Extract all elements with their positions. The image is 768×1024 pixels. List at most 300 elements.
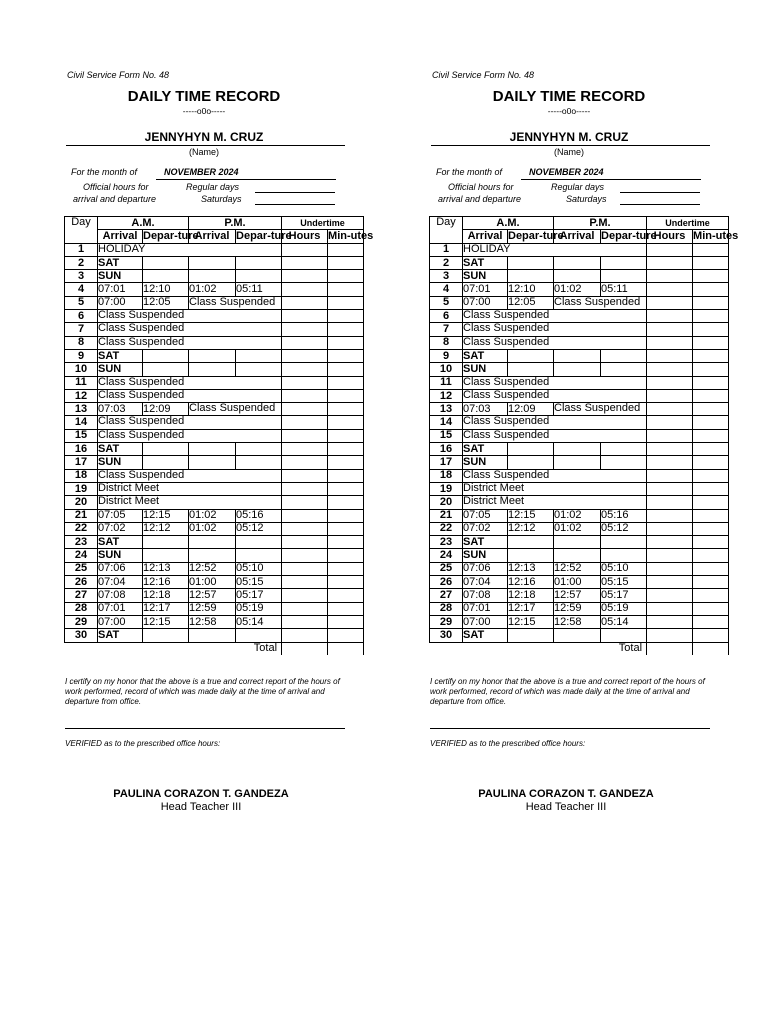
header-pm: P.M. [189,217,282,230]
undertime-minutes-cell [328,270,364,283]
total-label: Total [65,642,282,655]
undertime-minutes-cell [328,243,364,256]
day-number: 4 [65,283,98,296]
undertime-minutes-cell [693,310,729,323]
table-row [430,602,729,615]
am-departure-cell: 12:12 [508,522,554,535]
undertime-minutes-cell [328,482,364,495]
weekend-label: SUN [98,270,143,283]
am-departure-cell: 12:18 [508,589,554,602]
pm-arrival-cell [554,256,601,269]
undertime-minutes-cell [328,509,364,522]
table-row [65,416,364,429]
day-note: Class Suspended [463,376,647,389]
am-arrival-cell: 07:00 [463,615,508,628]
day-number: 8 [65,336,98,349]
table-row [65,482,364,495]
am-departure-cell [143,349,189,362]
pm-arrival-cell: 12:52 [189,562,236,575]
pm-note: Class Suspended [189,403,282,416]
pm-departure-cell [601,270,647,283]
am-departure-cell: 12:17 [508,602,554,615]
day-number: 24 [430,549,463,562]
pm-arrival-cell [554,349,601,362]
am-departure-cell: 12:15 [143,615,189,628]
pm-arrival-cell [189,536,236,549]
pm-departure-cell: 05:15 [236,576,282,589]
form-title: DAILY TIME RECORD [492,88,646,105]
day-number: 6 [65,310,98,323]
day-number: 20 [65,496,98,509]
am-departure-cell: 12:12 [143,522,189,535]
undertime-minutes-cell [328,589,364,602]
regular-days-line [620,192,700,193]
weekend-label: SUN [98,363,143,376]
pm-arrival-cell: 01:02 [554,522,601,535]
undertime-minutes-cell [328,496,364,509]
undertime-hours-cell [647,389,693,402]
title-ornament: -----o0o----- [182,106,226,116]
day-number: 19 [430,482,463,495]
am-departure-cell [143,549,189,562]
undertime-hours-cell [282,389,328,402]
am-departure-cell: 12:15 [143,509,189,522]
am-departure-cell: 12:05 [143,296,189,309]
official-hours-label-2: arrival and departure [73,194,157,204]
pm-departure-cell: 05:11 [236,283,282,296]
day-number: 14 [430,416,463,429]
am-departure-cell [143,456,189,469]
table-row [430,243,729,256]
undertime-hours-cell [282,429,328,442]
am-arrival-cell: 07:05 [463,509,508,522]
undertime-hours-cell [647,349,693,362]
pm-arrival-cell: 01:02 [189,509,236,522]
undertime-minutes-cell [693,363,729,376]
undertime-hours-cell [282,469,328,482]
header-am: A.M. [463,217,554,230]
undertime-hours-cell [647,536,693,549]
pm-departure-cell: 05:16 [601,509,647,522]
undertime-minutes-cell [328,549,364,562]
pm-arrival-cell [189,256,236,269]
table-row [430,496,729,509]
day-number: 30 [65,629,98,642]
am-departure-cell: 12:09 [143,403,189,416]
undertime-minutes-cell [693,243,729,256]
pm-departure-cell: 05:17 [236,589,282,602]
pm-departure-cell: 05:16 [236,509,282,522]
pm-arrival-cell: 01:02 [554,283,601,296]
am-departure-cell: 12:15 [508,509,554,522]
day-number: 5 [65,296,98,309]
pm-arrival-cell: 12:59 [554,602,601,615]
pm-arrival-cell [554,549,601,562]
header-row-groups [65,217,364,230]
day-number: 21 [430,509,463,522]
table-row [430,416,729,429]
pm-arrival-cell: 12:57 [189,589,236,602]
month-value: NOVEMBER 2024 [164,167,239,177]
table-row [430,376,729,389]
am-arrival-cell: 07:02 [463,522,508,535]
undertime-hours-cell [282,296,328,309]
table-row [430,283,729,296]
head-teacher-position: Head Teacher III [160,801,242,813]
day-number: 2 [430,256,463,269]
undertime-hours-cell [282,482,328,495]
signature-line [65,728,345,729]
official-hours-label-2: arrival and departure [438,194,522,204]
form-number: Civil Service Form No. 48 [432,70,535,80]
undertime-minutes-cell [693,496,729,509]
undertime-hours-cell [647,310,693,323]
am-departure-cell [508,456,554,469]
header-pm-departure: Depar-ture [601,229,657,242]
day-number: 11 [430,376,463,389]
day-number: 27 [65,589,98,602]
undertime-minutes-cell [328,416,364,429]
day-number: 9 [65,349,98,362]
undertime-minutes-cell [328,443,364,456]
pm-arrival-cell [189,456,236,469]
undertime-minutes-cell [693,549,729,562]
weekend-label: SUN [98,549,143,562]
pm-arrival-cell [554,443,601,456]
table-row [65,256,364,269]
table-row [430,363,729,376]
day-number: 27 [430,589,463,602]
pm-note: Class Suspended [554,403,647,416]
header-hours: Hours [647,230,693,243]
undertime-hours-cell [647,562,693,575]
undertime-hours-cell [647,336,693,349]
undertime-hours-cell [282,416,328,429]
am-departure-cell [143,536,189,549]
am-arrival-cell: 07:00 [98,296,143,309]
weekend-label: SAT [463,629,508,642]
undertime-minutes-cell [693,429,729,442]
am-arrival-cell: 07:06 [98,562,143,575]
undertime-minutes-cell [693,403,729,416]
undertime-hours-cell [282,522,328,535]
header-minutes: Min-utes [328,229,374,242]
head-teacher-name: PAULINA CORAZON T. GANDEZA [478,788,654,800]
day-note: Class Suspended [463,323,647,336]
day-note: District Meet [463,496,647,509]
day-number: 21 [65,509,98,522]
undertime-minutes-cell [693,562,729,575]
day-note: Class Suspended [98,336,282,349]
am-arrival-cell: 07:03 [463,403,508,416]
day-number: 18 [65,469,98,482]
undertime-hours-cell [282,256,328,269]
verified-text: VERIFIED as to the prescribed office hours: [65,739,221,748]
weekend-label: SUN [463,456,508,469]
pm-arrival-cell: 01:02 [189,522,236,535]
month-underline [156,179,336,180]
table-row [65,296,364,309]
pm-note: Class Suspended [189,296,282,309]
weekend-label: SAT [98,629,143,642]
table-row [65,509,364,522]
undertime-minutes-cell [328,296,364,309]
undertime-minutes-cell [693,270,729,283]
header-pm-arrival: Arrival [554,230,601,243]
am-departure-cell [508,363,554,376]
undertime-minutes-cell [328,389,364,402]
day-number: 19 [65,482,98,495]
table-row [430,562,729,575]
am-departure-cell [143,363,189,376]
day-note: Class Suspended [463,389,647,402]
total-label: Total [430,642,647,655]
day-number: 3 [430,270,463,283]
undertime-hours-cell [647,403,693,416]
am-departure-cell [143,443,189,456]
pm-arrival-cell: 01:02 [554,509,601,522]
undertime-hours-cell [282,629,328,642]
day-note: Class Suspended [463,416,647,429]
undertime-hours-cell [282,270,328,283]
am-departure-cell: 12:16 [143,576,189,589]
undertime-hours-cell [282,363,328,376]
day-number: 28 [430,602,463,615]
weekend-label: SAT [463,443,508,456]
am-arrival-cell: 07:08 [463,589,508,602]
am-departure-cell [508,349,554,362]
undertime-minutes-cell [328,469,364,482]
day-number: 4 [430,283,463,296]
undertime-hours-cell [282,615,328,628]
weekend-label: SAT [463,349,508,362]
day-number: 9 [430,349,463,362]
undertime-hours-cell [282,336,328,349]
undertime-minutes-cell [328,562,364,575]
day-note: Class Suspended [463,310,647,323]
table-row [430,522,729,535]
am-departure-cell [508,536,554,549]
day-number: 8 [430,336,463,349]
month-label: For the month of [436,167,503,177]
weekend-label: SAT [98,256,143,269]
pm-arrival-cell [554,270,601,283]
undertime-hours-cell [282,549,328,562]
am-departure-cell: 12:17 [143,602,189,615]
undertime-hours-cell [647,602,693,615]
pm-departure-cell [236,270,282,283]
am-arrival-cell: 07:01 [98,602,143,615]
table-row [65,629,364,642]
day-note: Class Suspended [463,469,647,482]
table-row [430,389,729,402]
undertime-hours-cell [282,403,328,416]
day-number: 26 [65,576,98,589]
day-number: 22 [430,522,463,535]
undertime-minutes-cell [328,576,364,589]
am-arrival-cell: 07:08 [98,589,143,602]
table-row [65,576,364,589]
header-am-departure: Depar-ture [508,229,564,242]
undertime-hours-cell [282,509,328,522]
table-row [65,589,364,602]
undertime-minutes-cell [328,323,364,336]
saturdays-line [620,204,700,205]
undertime-hours-cell [647,256,693,269]
undertime-minutes-cell [693,296,729,309]
day-number: 12 [65,389,98,402]
undertime-hours-cell [647,576,693,589]
am-arrival-cell: 07:02 [98,522,143,535]
undertime-minutes-cell [693,629,729,642]
employee-name: JENNYHYN M. CRUZ [144,130,264,144]
table-row [430,270,729,283]
table-row [430,549,729,562]
pm-arrival-cell: 12:52 [554,562,601,575]
undertime-hours-cell [282,283,328,296]
header-am: A.M. [98,217,189,230]
table-row [430,615,729,628]
undertime-minutes-cell [693,349,729,362]
undertime-hours-cell [647,629,693,642]
total-row [65,642,364,655]
table-row [65,243,364,256]
undertime-minutes-cell [693,456,729,469]
table-row [65,363,364,376]
header-minutes: Min-utes [693,229,739,242]
table-row [65,283,364,296]
undertime-minutes-cell [328,536,364,549]
day-number: 5 [430,296,463,309]
am-departure-cell [143,256,189,269]
day-note: District Meet [98,482,282,495]
undertime-minutes-cell [328,256,364,269]
pm-arrival-cell: 12:59 [189,602,236,615]
table-row [430,349,729,362]
table-row [430,336,729,349]
pm-arrival-cell: 01:00 [189,576,236,589]
undertime-minutes-cell [693,283,729,296]
pm-arrival-cell: 12:57 [554,589,601,602]
undertime-minutes-cell [328,629,364,642]
pm-arrival-cell [554,536,601,549]
table-row [65,429,364,442]
header-row-columns [430,230,729,243]
am-departure-cell: 12:10 [508,283,554,296]
weekend-label: SUN [98,456,143,469]
name-caption: (Name) [188,147,219,157]
pm-arrival-cell: 12:58 [189,615,236,628]
undertime-minutes-cell [693,482,729,495]
am-departure-cell: 12:13 [508,562,554,575]
weekend-label: SAT [98,443,143,456]
day-note: Class Suspended [98,416,282,429]
form-title: DAILY TIME RECORD [127,88,281,105]
pm-departure-cell: 05:12 [601,522,647,535]
pm-departure-cell [236,256,282,269]
day-note: Class Suspended [98,376,282,389]
header-undertime: Undertime [282,217,364,230]
am-departure-cell [143,629,189,642]
day-number: 11 [65,376,98,389]
pm-arrival-cell [189,349,236,362]
official-hours-label-1: Official hours for [83,182,149,192]
pm-arrival-cell: 12:58 [554,615,601,628]
pm-arrival-cell [554,456,601,469]
table-row [65,270,364,283]
weekend-label: SAT [98,349,143,362]
saturdays-line [255,204,335,205]
pm-departure-cell [601,363,647,376]
weekend-label: SAT [98,536,143,549]
header-am-arrival: Arrival [463,230,508,243]
pm-departure-cell: 05:14 [236,615,282,628]
day-number: 26 [430,576,463,589]
table-row [65,403,364,416]
saturdays-label: Saturdays [201,194,242,204]
am-departure-cell [508,270,554,283]
day-number: 24 [65,549,98,562]
day-number: 10 [430,363,463,376]
weekend-label: SUN [463,270,508,283]
table-row [65,469,364,482]
header-pm-arrival: Arrival [189,230,236,243]
pm-departure-cell [601,549,647,562]
undertime-minutes-cell [693,576,729,589]
day-number: 12 [430,389,463,402]
am-arrival-cell: 07:05 [98,509,143,522]
am-departure-cell: 12:09 [508,403,554,416]
head-teacher-name: PAULINA CORAZON T. GANDEZA [113,788,289,800]
am-arrival-cell: 07:04 [98,576,143,589]
undertime-hours-cell [647,416,693,429]
day-number: 29 [430,615,463,628]
weekend-label: SUN [463,549,508,562]
pm-departure-cell [601,349,647,362]
undertime-minutes-cell [328,456,364,469]
table-row [65,443,364,456]
undertime-minutes-cell [328,363,364,376]
undertime-minutes-cell [693,443,729,456]
am-departure-cell: 12:15 [508,615,554,628]
undertime-hours-cell [282,589,328,602]
undertime-hours-cell [647,270,693,283]
pm-departure-cell: 05:14 [601,615,647,628]
table-row [65,562,364,575]
pm-departure-cell: 05:10 [236,562,282,575]
undertime-hours-cell [282,243,328,256]
day-number: 15 [65,429,98,442]
undertime-hours-cell [282,323,328,336]
pm-departure-cell [236,536,282,549]
day-number: 29 [65,615,98,628]
pm-departure-cell [601,456,647,469]
day-number: 15 [430,429,463,442]
total-hours-cell [647,642,693,655]
day-number: 17 [65,456,98,469]
day-note: Class Suspended [98,469,282,482]
day-number: 25 [65,562,98,575]
pm-departure-cell [236,629,282,642]
official-hours-label-1: Official hours for [448,182,514,192]
pm-arrival-cell [189,629,236,642]
undertime-hours-cell [647,296,693,309]
undertime-hours-cell [647,323,693,336]
form-number: Civil Service Form No. 48 [67,70,170,80]
am-arrival-cell: 07:06 [463,562,508,575]
day-note: Class Suspended [98,429,282,442]
certification-text: I certify on my honor that the above is a true and correct report of the hours of work performed, record of which was made daily at the time of arrival and departure from office. [65,677,340,706]
